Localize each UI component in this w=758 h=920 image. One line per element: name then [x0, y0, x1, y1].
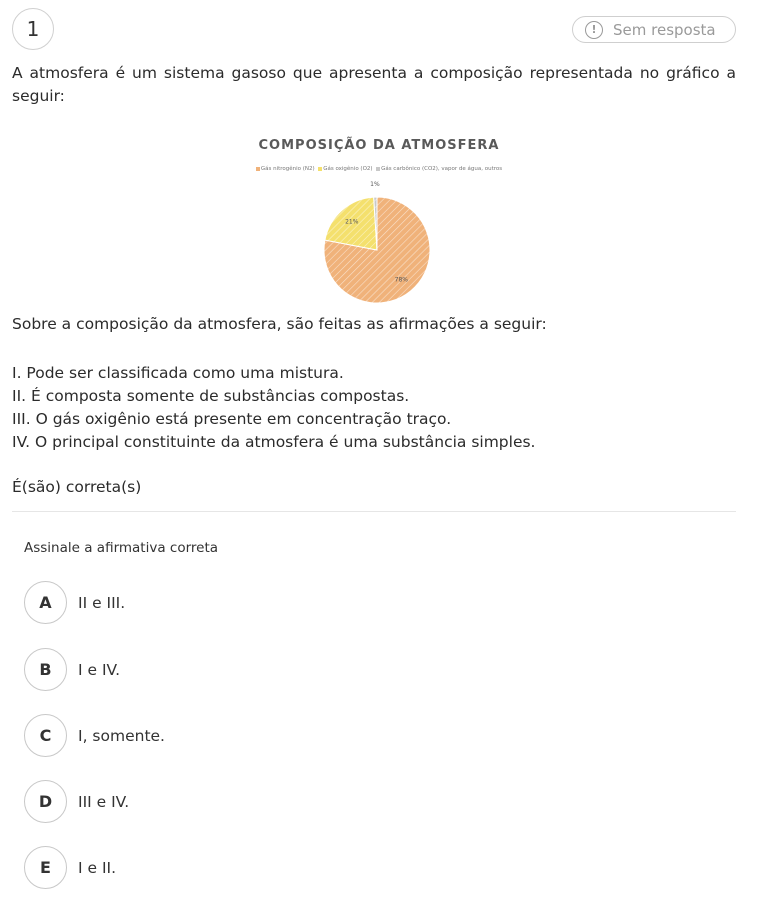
option-e-letter[interactable]: E [24, 846, 67, 889]
option-b-text[interactable]: I e IV. [78, 660, 121, 679]
statement-2: II. É composta somente de substâncias compostas. [12, 387, 410, 405]
statements-list [12, 362, 536, 454]
option-a-text[interactable]: II e III. [78, 593, 126, 612]
legend-label-other: Gás carbônico (CO2), vapor de água, outros [381, 166, 503, 172]
alert-circle-icon: ! [585, 21, 603, 39]
option-c-text[interactable]: I, somente. [78, 726, 165, 745]
legend-label-nitrogen: Gás nitrogênio (N2) [260, 166, 315, 172]
statement-3: III. O gás oxigênio está presente em concentração traço. [12, 410, 452, 428]
status-label: Sem resposta [613, 20, 716, 39]
option-b[interactable] [24, 648, 120, 691]
option-a-letter[interactable]: A [24, 581, 67, 624]
option-e-text[interactable]: I e II. [78, 858, 117, 877]
option-d[interactable] [24, 780, 129, 823]
pie-chart-svg [220, 136, 538, 311]
divider [12, 511, 736, 512]
question-prompt: É(são) correta(s) [12, 478, 142, 496]
legend-label-oxygen: Gás oxigênio (O2) [323, 166, 373, 172]
pie-label-oxygen: 21% [345, 218, 359, 226]
question-intro: A atmosfera é um sistema gasoso que apresenta a composição representada no gráfico a seguir: [12, 64, 736, 105]
option-d-text[interactable]: III e IV. [78, 792, 130, 811]
pie-label-other: 1% [370, 180, 380, 188]
status-badge [572, 16, 736, 43]
option-c-letter[interactable]: C [24, 714, 67, 757]
option-a[interactable] [24, 581, 125, 624]
option-d-letter[interactable]: D [24, 780, 67, 823]
instruction: Assinale a afirmativa correta [24, 540, 219, 556]
statement-1: I. Pode ser classificada como uma mistura. [12, 364, 344, 382]
pie-label-nitrogen: 78% [394, 276, 408, 284]
atmosphere-pie-chart [220, 136, 538, 311]
option-e[interactable] [24, 846, 116, 889]
chart-title: COMPOSIÇÃO DA ATMOSFERA [258, 138, 500, 153]
option-b-letter[interactable]: B [24, 648, 67, 691]
statements-lead: Sobre a composição da atmosfera, são feitas as afirmações a seguir: [12, 315, 547, 333]
question-number: 1 [12, 8, 54, 50]
statement-4: IV. O principal constituinte da atmosfera é uma substância simples. [12, 433, 536, 451]
option-c[interactable] [24, 714, 165, 757]
